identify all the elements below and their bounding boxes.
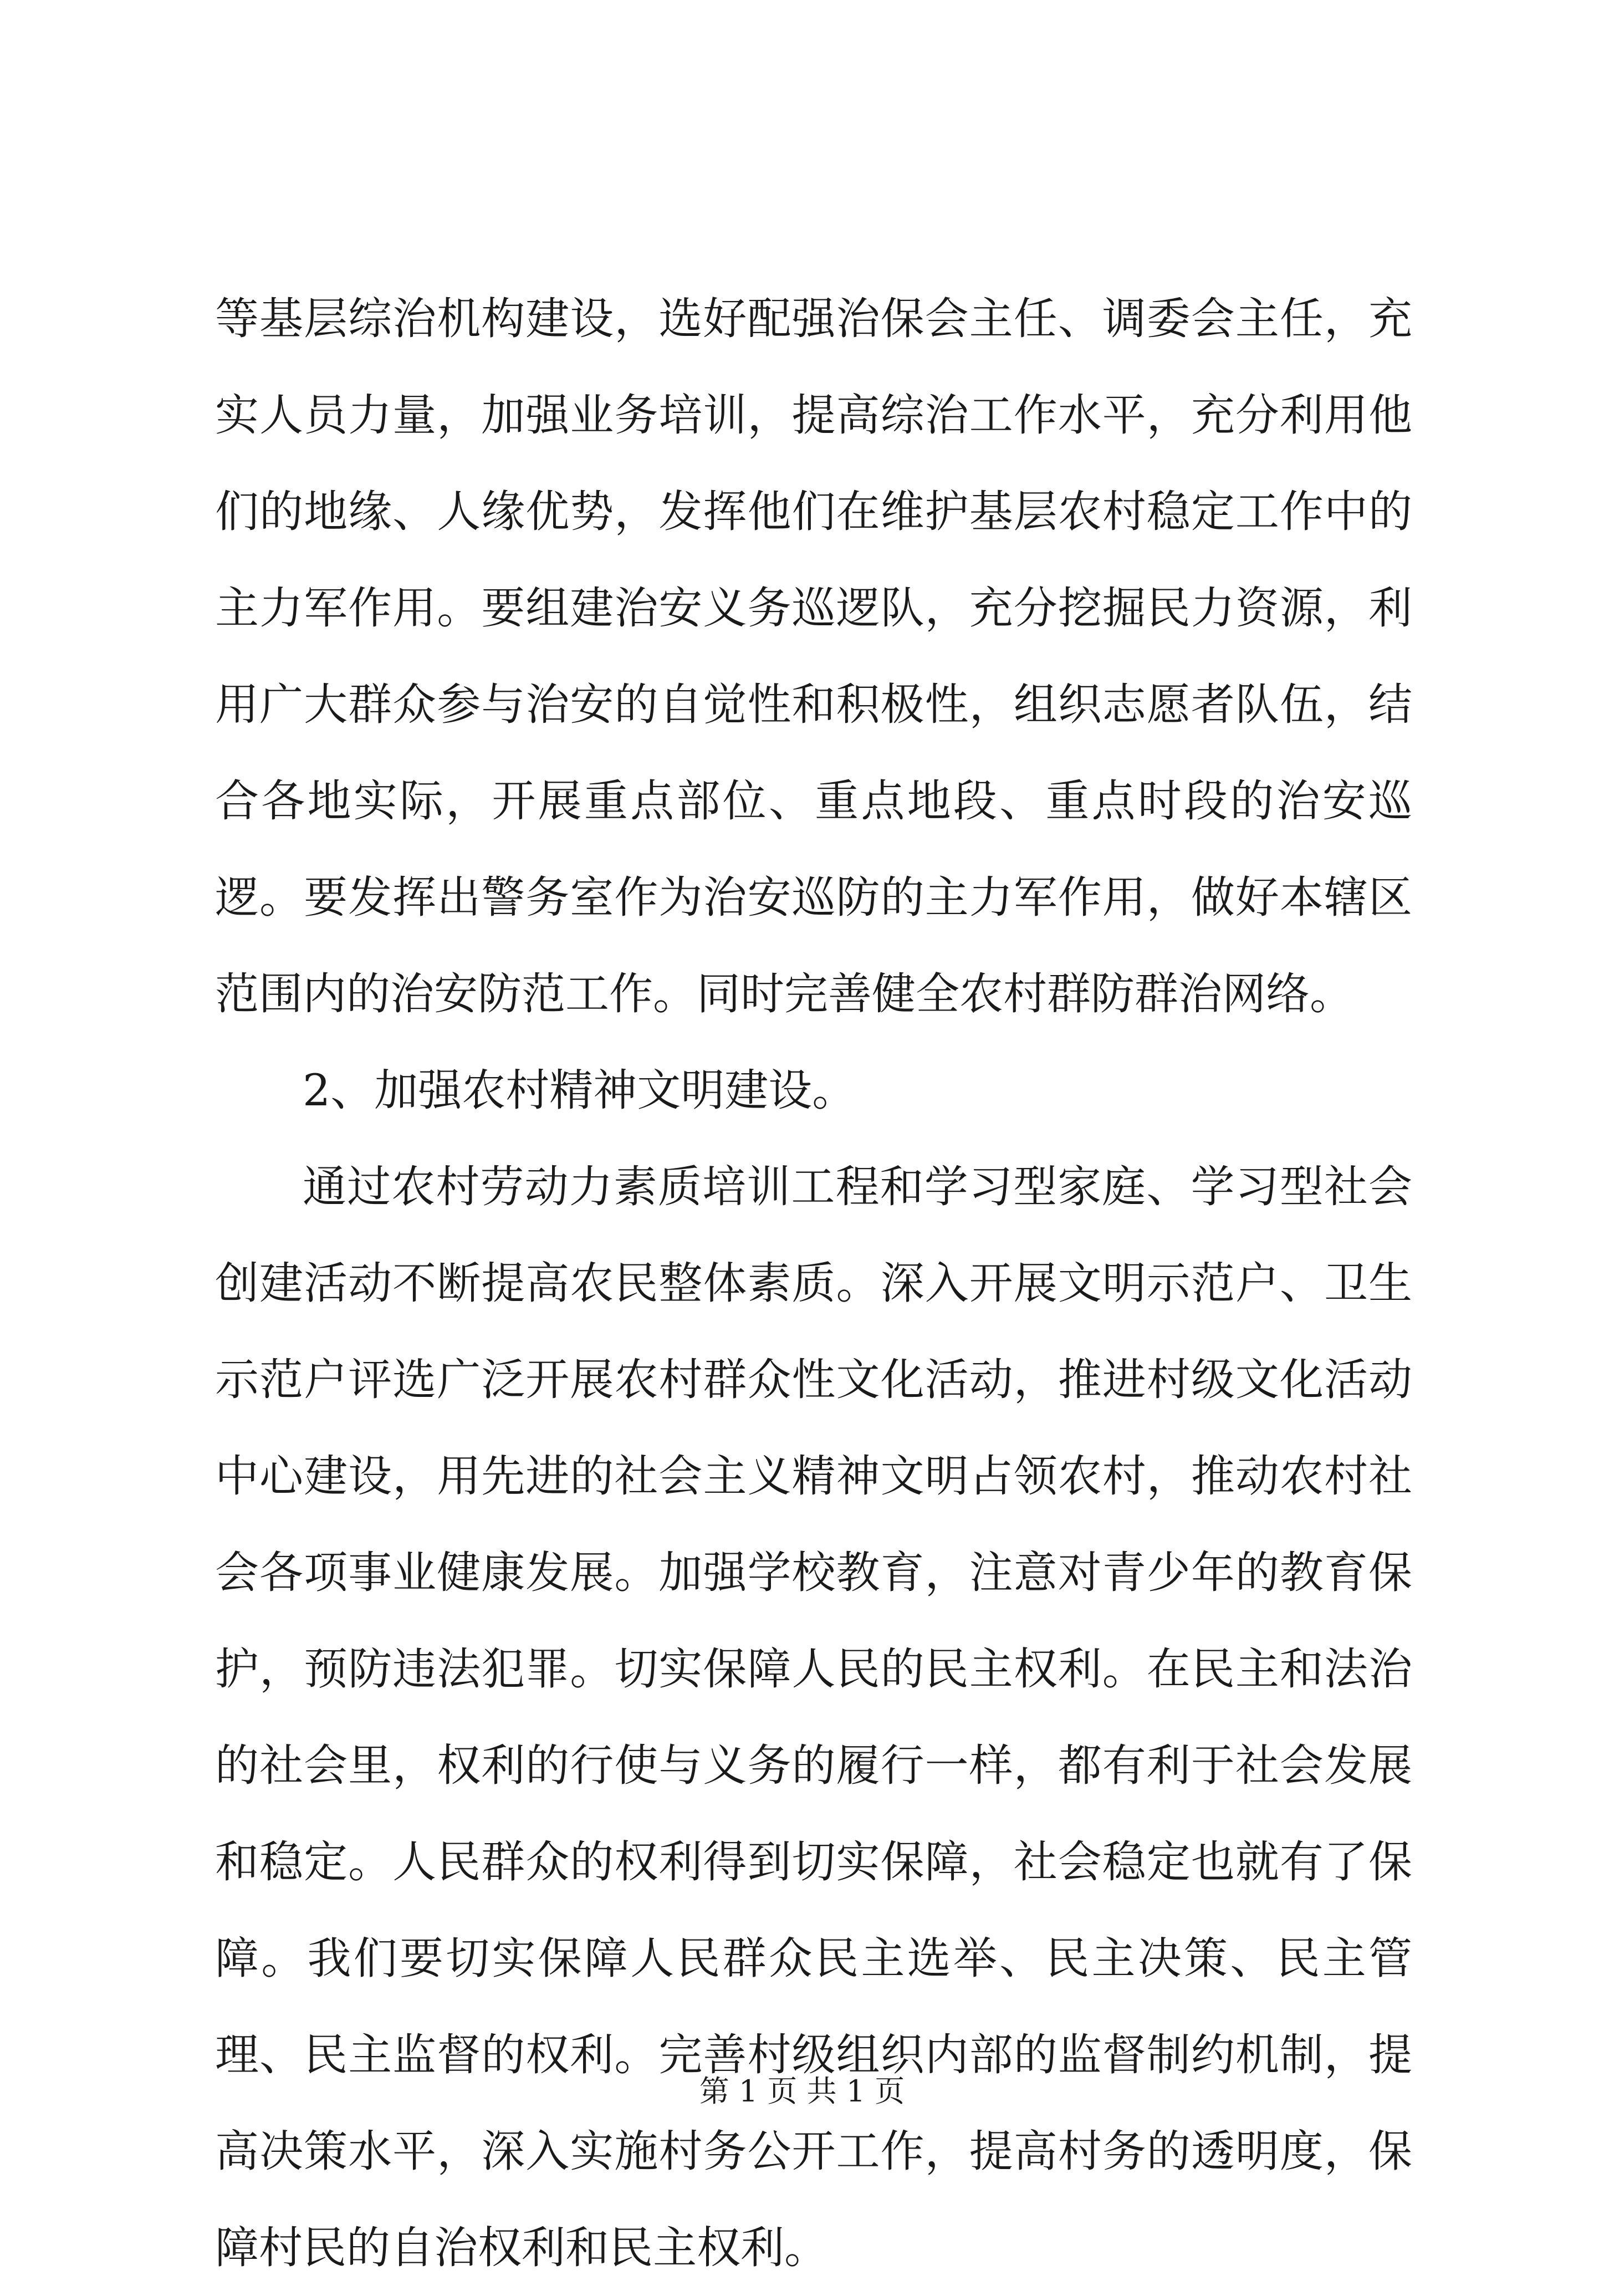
document-body <box>215 271 1412 2296</box>
paragraph: 通过农村劳动力素质培训工程和学习型家庭、学习型社会创建活动不断提高农民整体素质。深入开展文明示范户、卫生示范户评选广泛开展农村群众性文化活动，推进村级文化活动中心建设，用先进的社会主义精神文明占领农村，推动农村社会各项事业健康发展。加强学校教育，注意对青少年的教育保护，预防违法犯罪。切实保障人民的民主权利。在民主和法治的社会里，权利的行使与义务的履行一样，都有利于社会发展和稳定。人民群众的权利得到切实保障，社会稳定也就有了保障。我们要切实保障人民群众民主选举、民主决策、民主管理、民主监督的权利。完善村级组织内部的监督制约机制，提高决策水平，深入实施村务公开工作，提高村务的透明度，保障村民的自治权利和民主权利。 <box>215 1161 1412 2273</box>
paragraph-continued: 等基层综治机构建设，选好配强治保会主任、调委会主任，充实人员力量，加强业务培训，提高综治工作水平，充分利用他们的地缘、人缘优势，发挥他们在维护基层农村稳定工作中的主力军作用。要组建治安义务巡逻队，充分挖掘民力资源，利用广大群众参与治安的自觉性和积极性，组织志愿者队伍，结合各地实际，开展重点部位、重点地段、重点时段的治安巡逻。要发挥出警务室作为治安巡防的主力军作用，做好本辖区范围内的治安防范工作。同时完善健全农村群防群治网络。 <box>215 293 1412 1019</box>
section-heading: 2、加强农村精神文明建设。 <box>303 1065 856 1116</box>
page-footer: 第 1 页 共 1 页 <box>699 2074 905 2109</box>
